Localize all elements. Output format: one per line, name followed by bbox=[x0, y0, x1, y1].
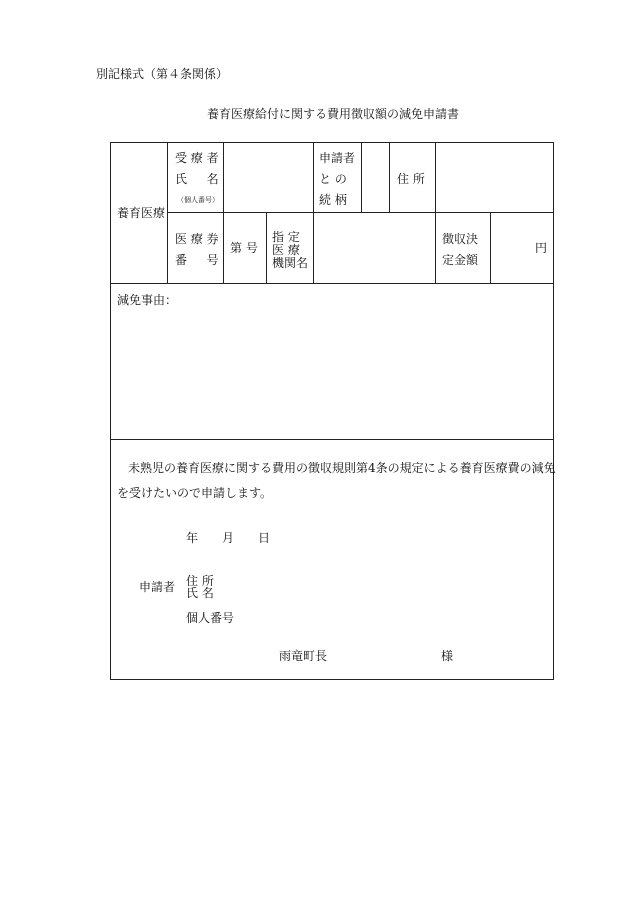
applicant-address-label: 住 所 bbox=[186, 574, 214, 588]
applicant-name-label: 氏 名 bbox=[186, 586, 214, 600]
relation-label-line1: 申請者 bbox=[319, 151, 356, 165]
honorific: 様 bbox=[441, 649, 454, 663]
decision-label-line2: 定金額 bbox=[442, 253, 479, 267]
form-title: 養育医療給付に関する費用徴収額の減免申請書 bbox=[207, 107, 460, 121]
relation-label-line3: 続 柄 bbox=[319, 193, 347, 207]
date-year: 年 bbox=[186, 531, 199, 545]
date-day: 日 bbox=[258, 531, 271, 545]
facility-label-line2: 医 療 bbox=[272, 243, 300, 257]
decision-label-line1: 徴収決 bbox=[442, 232, 479, 246]
form-reference: 別記様式（第４条関係） bbox=[96, 67, 229, 81]
reason-label: 減免事由： bbox=[117, 293, 178, 307]
addressee: 雨竜町長 bbox=[279, 649, 328, 663]
date-month: 月 bbox=[222, 531, 235, 545]
recipient-label-line1: 受 療 者 bbox=[175, 151, 219, 165]
address-label: 住 所 bbox=[397, 172, 425, 186]
declaration-line1: 未熟児の養育医療に関する費用の徴収規則第4条の規定による養育医療費の減免 bbox=[128, 461, 556, 475]
row-header-label: 養育医療 bbox=[117, 206, 166, 220]
ticket-label-line1: 医 療 券 bbox=[175, 232, 219, 246]
ticket-label-line2: 番 号 bbox=[175, 253, 219, 267]
applicant-label: 申請者 bbox=[139, 580, 176, 594]
applicant-personal-number-label: 個人番号 bbox=[186, 611, 235, 625]
currency-unit: 円 bbox=[535, 241, 548, 255]
facility-label-line3: 機関名 bbox=[272, 256, 309, 270]
recipient-label-line2: 氏 名 bbox=[175, 172, 219, 186]
facility-label-line1: 指 定 bbox=[272, 230, 300, 244]
personal-number-note: （個人番号） bbox=[177, 196, 219, 204]
relation-label-line2: と の bbox=[319, 172, 347, 186]
ticket-number-label: 第 号 bbox=[230, 241, 258, 255]
declaration-line2: を受けたいので申請します。 bbox=[117, 486, 273, 500]
